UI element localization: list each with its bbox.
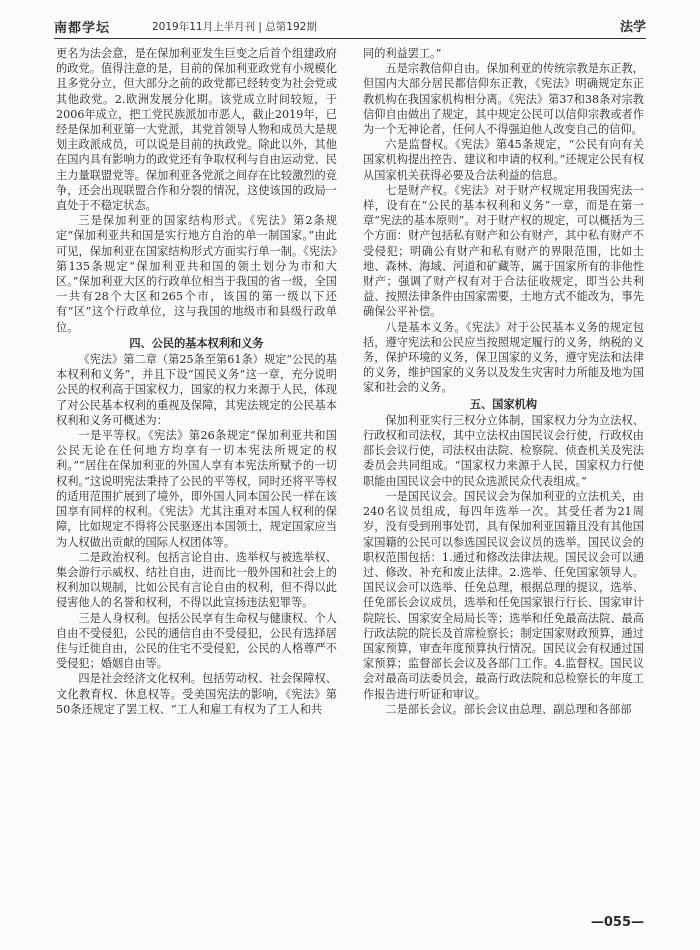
section-heading: 四、公民的基本权利和义务 <box>129 336 264 350</box>
section-heading: 五、国家机构 <box>469 397 538 411</box>
paragraph: 同的利益罢工。” <box>363 47 442 60</box>
journal-logo: 南都学坛 <box>54 21 111 36</box>
paragraph: 三是保加利亚的国家结构形式。《宪法》第2条规定“保加利亚共和国是实行地方自治的单一制国家。”由此可见，保加利亚在国家结构形式方面实行单一制。《宪法》第135条规定“保加利亚共和国的领土划分为市和大区。”保加利亚大区的行政单位相当于我国的省一级，全国一共有28个大区和265个市，该国的第一级以下还有“区”这个行政单位，这与我国的地级市和县级行政单位。 <box>56 214 337 334</box>
paragraph: 五是宗教信仰自由。保加利亚的传统宗教是东正教，但国内大部分居民都信仰东正教，《宪法》明确规定东正教机构在我国家机构相分离。《宪法》第37和38条对宗教信仰自由做出了规定，其中规定公民可以信仰宗教或者作为一个无神论者，任何人不得强迫他人改变自己的信仰。 <box>363 62 644 137</box>
paragraph: 二是部长会议。部长会议由总理、副总理和各部部 <box>385 702 632 716</box>
paragraph: 二是政治权利。包括言论自由、选举权与被选举权、集会游行示威权、结社自由，进而比一般外国和社会上的权利加以规制，比如公民有言论自由的权利，但不得以此侵害他人的名誉和权利，不得以此宣扬违法犯罪等。 <box>56 550 337 610</box>
paragraph: 四是社会经济文化权利。包括劳动权、社会保障权、文化教育权、休息权等。受美国宪法的影响，《宪法》第50条还规定了罢工权、“工人和雇工有权为了工人和共 <box>56 672 337 716</box>
section-name: 法学 <box>619 20 646 35</box>
right-column <box>363 46 644 717</box>
paragraph: 八是基本义务。《宪法》对于公民基本义务的规定包括，遵守宪法和公民应当按照规定履行的义务，纳税的义务，保护环境的义务，保卫国家的义务，遵守宪法和法律的义务，维护国家的义务以及发生灾害时力所能及地为国家和社会的义务。 <box>363 320 644 395</box>
issue-info: 2019年11月上半月刊 | 总第192期 <box>152 21 317 33</box>
paragraph: 七是财产权。《宪法》对于财产权规定用我国宪法一样，设有在“公民的基本权利和义务”一章，而是在第一章“宪法的基本原则”。对于财产权的规定，可以概括为三个方面：财产包括私有财产和公有财产，其中私有财产不受侵犯；明确公有财产和私有财产的界限范围，比如土地、森林、海域、河道和矿藏等，属于国家所有的非他性财产；强调了财产权有对于合法征收规定，即当公共利益、按照法律条件由国家需要，土地方式不能改为，事先确保公平补偿。 <box>363 183 644 319</box>
paragraph: 六是监督权。《宪法》第45条规定，“公民有向有关国家机构提出控告、建议和申请的权利。”还规定公民有权从国家机关获得必要及合法利益的信息。 <box>363 138 644 182</box>
left-column <box>56 46 337 717</box>
paragraph: 三是人身权利。包括公民享有生命权与健康权、个人自由不受侵犯，公民的通信自由不受侵犯，公民有选择居住与迁徙自由，公民的住宅不受侵犯，公民的人格尊严不受侵犯；婚姻自由等。 <box>56 611 337 671</box>
page-header <box>54 14 646 39</box>
paragraph: 保加利亚实行三权分立体制，国家权力分为立法权、行政权和司法权，其中立法权由国民议会行使，行政权由部长会议行使，司法权由法院、检察院、侦查机关及宪法委员会共同组成。“国家权力来源于人民，国家权力行使职能由国民议会中的民众选派民众代表组成。” <box>363 413 644 488</box>
paragraph: 一是平等权。《宪法》第26条规定“保加利亚共和国公民无论在任何地方均享有一切本宪法所规定的权利。”“居住在保加利亚的外国人享有本宪法所赋予的一切权利。”这说明宪法秉持了公民的平等权，同时还将平等权的适用范围扩展到了境外，即外国人同本国公民一样在该国享有同样的权利。《宪法》尤其注重对本国人权利的保障，比如规定不得将公民驱逐出本国领土，规定国家应当为人权做出贡献的国际人权团体等。 <box>56 429 337 549</box>
paragraph: 《宪法》第二章（第25条至第61条）规定“公民的基本权利和义务”，并且下设“国民义务”这一章，充分说明公民的权利高于国家权力，国家的权力来源于人民，体现了对公民基本权利的重视及保障，其宪法规定的公民基本权利和义务可概述为： <box>56 353 337 427</box>
page-number: —055— <box>590 915 644 930</box>
paragraph: 更名为法会意，是在保加利亚发生巨变之后首个组建政府的政党。值得注意的是，目前的保加利亚政党有小规模化且多党分立，但大部分之前的政党都已经转变为社会党或其他政党。2.欧洲发展分化期。该党成立时间较短，于2006年成立，把工党民族派加市恶人，截止2019年，已经是保加利亚第一大党派，其党首领导人物和成员大是规划主政派成员，可以说是目前的执政党。除此以外，其他在国内具有影响力的政党还有争取权利与自由运动党、民主力量联盟党等。保加利亚各党派之间存在比较激烈的竞争，还会出现联盟合作和分裂的情况，这使该国的政局一直处于不稳定状态。 <box>56 47 337 213</box>
paragraph: 一是国民议会。国民议会为保加利亚的立法机关，由240名议员组成，每四年选举一次。其受任者为21周岁，没有受到刑事处罚，具有保加利亚国籍且没有其他国家国籍的公民可以参选国民议会议员的选举。国民议会的职权范围包括：1.通过和修改法律法规。国民议会可以通过、修改、补充和废止法律。2.选举、任免国家领导人。国民议会可以选举、任免总理，根据总理的提议，选举、任免部长会议成员，选举和任免国家银行行长、国家审计院院长、国家安全局局长等；选举和任免最高法院、最高行政法院的院长及首席检察长；制定国家财政预算，通过国家预算，审查年度预算执行情况。国民议会有权通过国家预算；监督部长会议及各部门工作。4.监督权。国民议会对最高司法委员会，最高行政法院和总检察长的年度工作报告进行听证和审议。 <box>363 489 644 701</box>
